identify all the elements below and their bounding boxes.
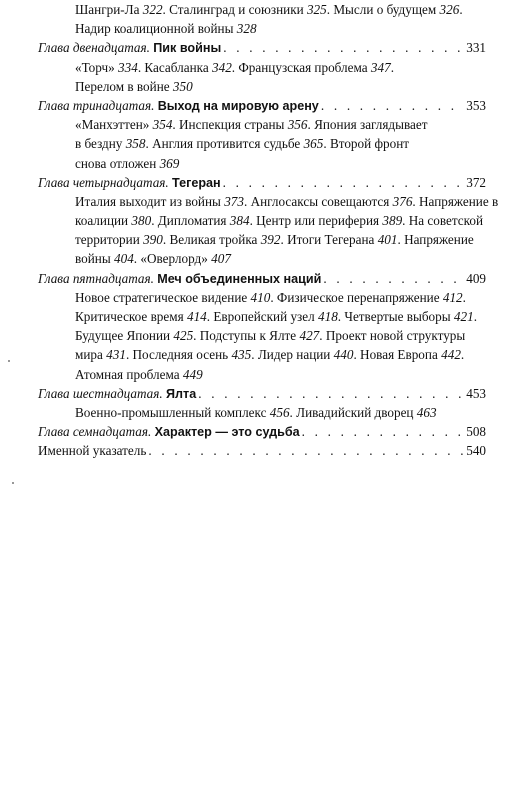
section-title: . Центр или периферия <box>249 213 383 229</box>
section-page-number: 425 <box>173 328 194 344</box>
section-title: . На советской <box>402 213 484 229</box>
chapter-page-number: 353 <box>466 97 486 113</box>
index-page-number: 540 <box>466 443 486 459</box>
dot-leader <box>198 384 464 403</box>
section-title: . Англосаксы совещаются <box>243 193 393 209</box>
section-page-number: 449 <box>182 366 203 382</box>
toc-subentry-line <box>38 0 486 19</box>
section-title: . Касабланка <box>137 59 212 75</box>
section-page-number: 456 <box>269 404 290 420</box>
toc-subentry-line <box>38 19 486 38</box>
chapter-page-number: 331 <box>466 40 486 56</box>
toc-index-line <box>38 441 486 460</box>
section-title: «Манхэттен» <box>75 117 153 133</box>
dot-leader <box>148 441 464 460</box>
toc-chapter-line <box>38 96 486 115</box>
section-title: . Инспекция страны <box>172 117 288 133</box>
section-page-number: 427 <box>299 328 320 344</box>
section-page-number: 350 <box>172 78 193 94</box>
toc-subentry-line <box>38 230 486 249</box>
section-title: . Япония заглядывает <box>307 117 428 133</box>
section-title: . Напряжение в <box>412 193 499 209</box>
section-title: Военно-промышленный комплекс <box>75 404 270 420</box>
chapter-label: Глава двенадцатая. <box>38 40 150 56</box>
section-page-number: 390 <box>143 232 163 248</box>
dot-leader <box>223 173 465 192</box>
section-title: . Лидер нации <box>251 347 334 363</box>
section-title: Будущее Японии <box>75 328 174 344</box>
section-page-number: 380 <box>131 213 152 229</box>
toc-chapter-line <box>38 269 486 288</box>
section-title: . Мысли о будущем <box>326 2 440 17</box>
section-page-number: 392 <box>260 232 281 248</box>
section-page-number: 389 <box>382 213 403 229</box>
dot-leader <box>223 38 464 57</box>
section-page-number: 407 <box>211 251 231 267</box>
section-page-number: 442 <box>441 347 461 363</box>
toc-subentry-line <box>38 211 486 230</box>
section-title: войны <box>75 251 115 267</box>
section-title: . <box>460 347 465 363</box>
toc-subentry-line <box>38 58 486 77</box>
section-page-number: 347 <box>370 59 391 75</box>
section-title: . <box>462 289 466 305</box>
section-title: Атомная проблема <box>75 366 183 382</box>
section-title: . Последняя осень <box>125 347 232 363</box>
section-page-number: 401 <box>377 232 398 248</box>
chapter-title: Меч объединенных наций <box>157 271 322 286</box>
toc-subentry-line <box>38 77 486 96</box>
section-title: . Итоги Тегерана <box>280 232 378 248</box>
toc-subentry-line <box>38 365 486 384</box>
section-page-number: 384 <box>229 213 250 229</box>
toc-subentry-line <box>38 288 486 307</box>
section-title: . <box>459 2 463 17</box>
section-page-number: 334 <box>118 59 138 75</box>
section-title: мира <box>75 347 107 363</box>
section-page-number: 369 <box>159 155 180 171</box>
section-title: . Англия противится судьбе <box>145 136 304 152</box>
section-page-number: 431 <box>106 347 126 363</box>
chapter-label: Глава пятнадцатая. <box>38 270 154 286</box>
chapter-page-number: 372 <box>466 174 486 190</box>
toc-chapter-line <box>38 38 486 57</box>
chapter-title: Ялта <box>166 386 197 401</box>
toc-subentry-line <box>38 134 486 153</box>
dot-leader <box>302 422 465 441</box>
section-page-number: 414 <box>186 309 207 324</box>
chapter-page-number: 508 <box>466 424 486 440</box>
dot-leader <box>323 269 464 288</box>
section-page-number: 342 <box>212 59 232 75</box>
toc-subentry-line <box>38 307 486 326</box>
chapter-title: Тегеран <box>172 175 221 190</box>
section-title: . Великая тройка <box>162 232 261 248</box>
section-title: . Физическое перенапряжение <box>270 289 443 305</box>
table-of-contents <box>38 0 499 461</box>
section-page-number: 410 <box>250 289 271 305</box>
section-title: . Проект новой структуры <box>319 328 466 344</box>
section-title: . Сталинград и союзники <box>162 2 307 17</box>
section-title: «Торч» <box>75 59 119 75</box>
chapter-title: Выход на мировую арену <box>157 98 319 113</box>
toc-subentry-line <box>38 249 486 268</box>
section-title: . Подступы к Ялте <box>193 328 300 344</box>
toc-subentry-line <box>38 115 486 134</box>
section-title: . Напряжение <box>397 232 474 248</box>
section-page-number: 418 <box>318 309 338 324</box>
section-title: Критическое время <box>75 309 187 324</box>
section-title: . Европейский узел <box>206 309 318 324</box>
section-page-number: 404 <box>114 251 134 267</box>
toc-chapter-line <box>38 173 486 192</box>
section-page-number: 325 <box>306 2 327 17</box>
chapter-label: Глава семнадцатая. <box>38 424 152 440</box>
index-label: Именной указатель <box>38 443 147 459</box>
section-title: . Четвертые выборы <box>337 309 454 324</box>
chapter-label: Глава четырнадцатая. <box>38 174 169 190</box>
section-title: Италия выходит из войны <box>75 193 225 209</box>
section-title: коалиции <box>75 213 132 229</box>
toc-chapter-line <box>38 422 486 441</box>
section-title: Новое стратегическое видение <box>75 289 251 305</box>
chapter-title: Характер — это судьба <box>154 425 300 440</box>
toc-subentry-line <box>38 192 499 211</box>
section-page-number: 463 <box>416 404 437 420</box>
chapter-page-number: 453 <box>466 385 486 401</box>
section-page-number: 435 <box>231 347 252 363</box>
section-page-number: 322 <box>142 2 163 17</box>
chapter-label: Глава тринадцатая. <box>38 97 155 113</box>
section-title: . <box>390 59 394 75</box>
section-title: . Дипломатия <box>151 213 230 229</box>
scan-speck <box>12 482 14 484</box>
section-title: Надир коалиционной войны <box>75 21 237 37</box>
section-page-number: 421 <box>453 309 474 324</box>
section-title: в бездну <box>75 136 126 152</box>
section-page-number: 354 <box>152 117 173 133</box>
section-title: Перелом в войне <box>75 78 173 94</box>
section-title: . <box>473 309 477 324</box>
section-page-number: 356 <box>287 117 308 133</box>
toc-subentry-line <box>38 326 486 345</box>
section-page-number: 358 <box>125 136 146 152</box>
section-title: снова отложен <box>75 155 160 171</box>
toc-subentry-line <box>38 403 486 422</box>
section-page-number: 328 <box>236 21 257 37</box>
section-page-number: 440 <box>333 347 354 363</box>
section-title: . «Оверлорд» <box>133 251 212 267</box>
chapter-page-number: 409 <box>466 270 486 286</box>
section-page-number: 365 <box>303 136 324 152</box>
toc-subentry-line <box>38 154 486 173</box>
section-page-number: 373 <box>224 193 244 209</box>
section-title: территории <box>75 232 144 248</box>
dot-leader <box>321 96 464 115</box>
section-page-number: 326 <box>439 2 460 17</box>
section-title: . Ливадийский дворец <box>289 404 417 420</box>
section-title: Шангри-Ла <box>75 2 143 17</box>
toc-subentry-line <box>38 345 486 364</box>
scan-speck <box>8 360 10 362</box>
section-page-number: 412 <box>442 289 463 305</box>
chapter-title: Пик войны <box>153 41 222 56</box>
chapter-label: Глава шестнадцатая. <box>38 385 163 401</box>
section-title: . Французская проблема <box>231 59 371 75</box>
section-page-number: 376 <box>392 193 413 209</box>
toc-chapter-line <box>38 384 486 403</box>
section-title: . Новая Европа <box>353 347 442 363</box>
section-title: . Второй фронт <box>323 136 410 152</box>
